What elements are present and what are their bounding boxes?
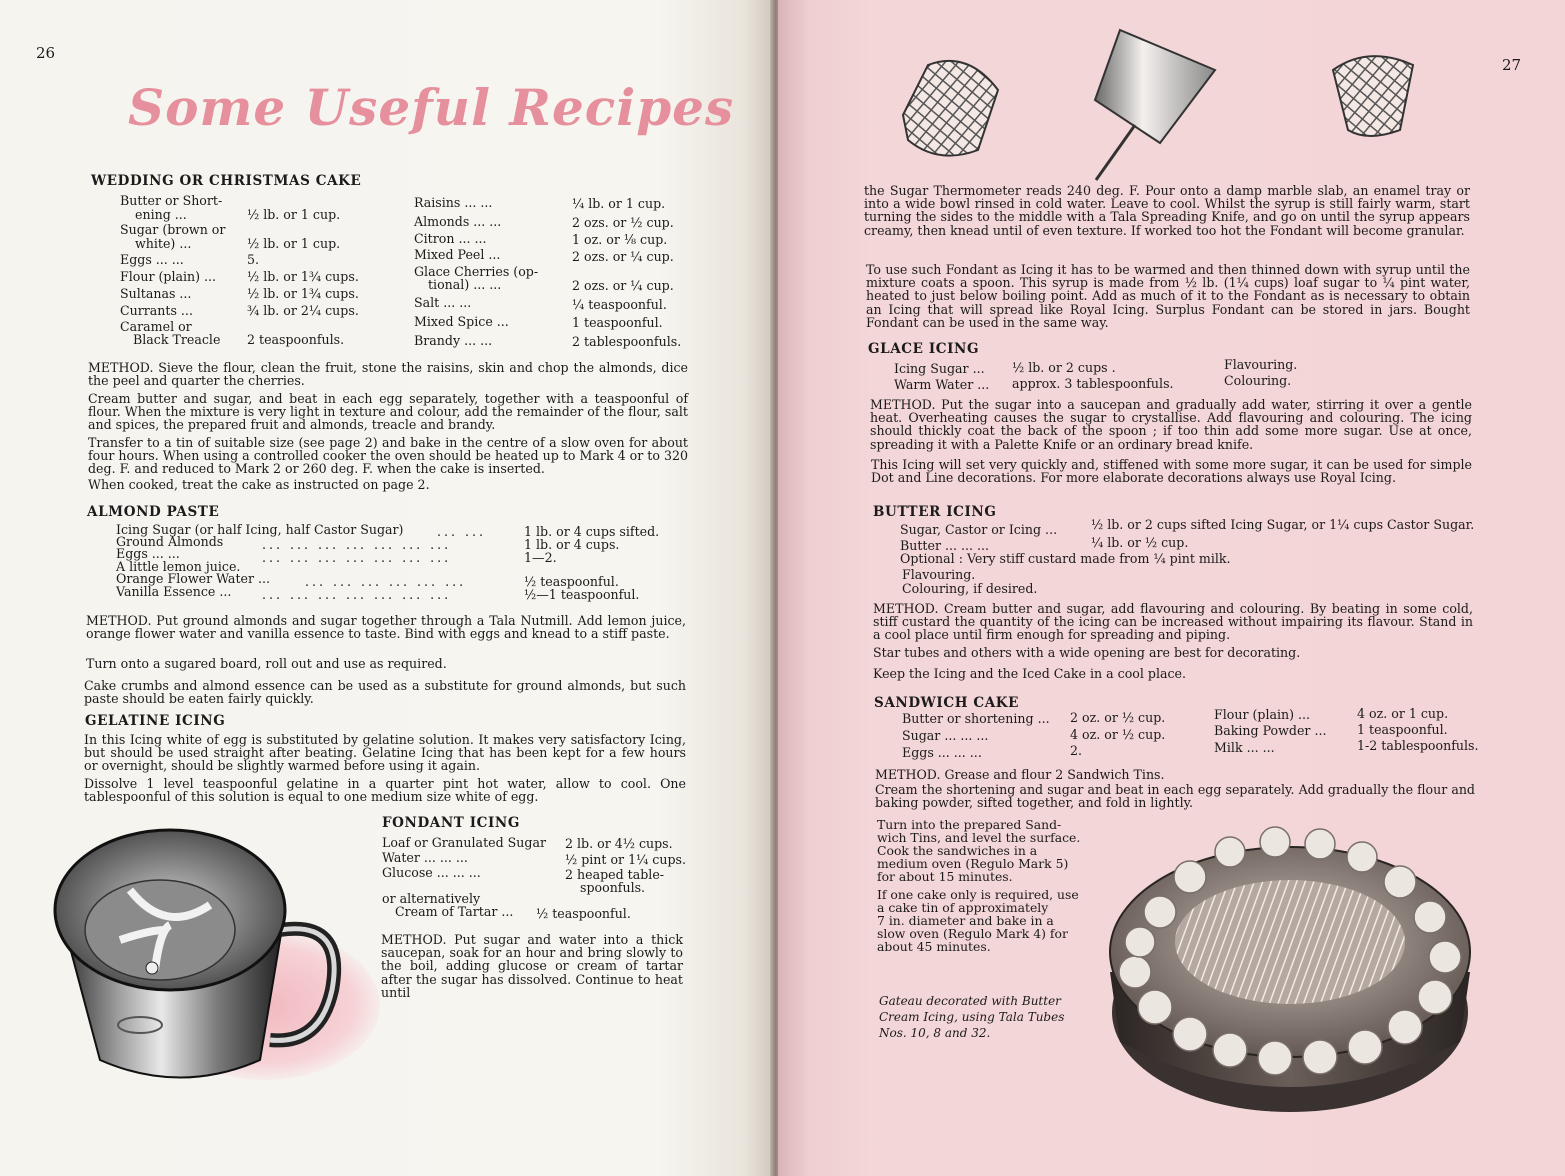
text-line: a cake tin of approximately [877,900,1049,915]
ingredient-name: Flour (plain) ... [120,269,217,284]
ingredient-dots: ... ... ... ... ... ... ... [262,550,452,565]
ingredient-name: Mixed Spice ... [414,314,509,329]
ingredient-qty: ½—1 teaspoonful. [524,587,640,602]
ingredient-qty: 2. [1070,743,1083,758]
glace-method-1: METHOD. Put the sugar into a saucepan and gradually add water, stirring it over a gentle heat. Overheating causes the sugar to crystallise. Add flavouring and colouring. The icing should thickly coat the back of the spoon ; if too thin add some more sugar. Use at once, spreading it with a Palette Knife or an ordinary bread knife. [870,397,1472,452]
ingredient-qty: 1 teaspoonful. [1357,722,1448,737]
ingredient-name: Flour (plain) ... [1214,707,1311,722]
ingredient-qty: ½ lb. or 1 cup. [247,207,341,222]
text-line: about 45 minutes. [877,939,991,954]
ingredient-qty: 2 lb. or 4½ cups. [565,836,673,851]
text-line: wich Tins, and level the surface. [877,830,1081,845]
gelatine-method-2: Dissolve 1 level teaspoonful gelatine in a quarter pint hot water, allow to cool. One tablespoonful of this solution is equal to one medium size white of egg. [84,776,686,805]
butter-icing-heading: BUTTER ICING [873,504,997,520]
ingredient-name: tional) ... ... [428,277,502,292]
ingredient-qty: ½ teaspoonful. [524,574,619,589]
page-title: Some Useful Recipes [128,78,735,137]
ingredient-dots: ... ... ... ... ... ... [305,574,467,589]
text-line: If one cake only is required, use [877,887,1079,902]
ingredient-qty: ¼ lb. or 1 cup. [572,196,666,211]
text-line: for about 15 minutes. [877,869,1013,884]
ingredient-name: Sultanas ... [120,286,192,301]
ingredient-name: Sugar, Castor or Icing ... [900,522,1058,537]
lattice-tube-icon [898,55,1008,170]
sandwich-method-1: METHOD. Grease and flour 2 Sandwich Tins. [875,767,1165,782]
ingredient-qty: ¼ teaspoonful. [572,297,667,312]
ingredient-name: Butter ... ... ... [900,538,989,553]
ingredient-qty: ½ pint or 1¼ cups. [565,852,686,867]
ingredient-qty: ½ teaspoonful. [536,906,631,921]
ingredient-qty: 1 teaspoonful. [572,315,663,330]
ingredient-name: Colouring, if desired. [902,581,1038,596]
page-number: 26 [36,44,56,62]
ingredient-name: Loaf or Granulated Sugar [382,835,546,850]
ingredient-qty: ½ lb. or 1 cup. [247,236,341,251]
ingredient-name: Ground Almonds [116,534,224,549]
left-page [0,0,775,1176]
gateau-icon [1100,812,1480,1122]
ingredient-qty: ¾ lb. or 2¼ cups. [247,303,359,318]
ingredient-qty: 2 oz. or ½ cup. [1070,710,1166,725]
text-line: Cook the sandwiches in a [877,843,1038,858]
butter-method-3: Keep the Icing and the Iced Cake in a cool place. [873,666,1186,681]
ingredient-qty: ½ lb. or 1¾ cups. [247,269,359,284]
text-line: slow oven (Regulo Mark 4) for [877,926,1068,941]
ingredient-dots: ... ... ... ... ... ... ... [262,537,452,552]
ingredient-name: Currants ... [120,303,193,318]
ingredient-name: Flavouring. [902,567,976,582]
ingredient-name: Baking Powder ... [1214,723,1327,738]
glace-icing-heading: GLACE ICING [868,341,980,357]
ingredient-name: Vanilla Essence ... [116,584,232,599]
ingredient-qty: 1-2 tablespoonfuls. [1357,738,1479,753]
ingredient-name: A little lemon juice. [116,559,241,574]
ingredient-name: ening ... [135,207,187,222]
wedding-cake-heading: WEDDING OR CHRISTMAS CAKE [91,173,362,189]
ingredient-qty: 1 lb. or 4 cups sifted. [524,524,660,539]
ingredient-qty: 1—2. [524,550,557,565]
ingredient-dots: ... ... [437,524,487,539]
wedding-method-2: Cream butter and sugar, and beat in each egg separately, together with a teaspoonful of flour. When the mixture is very light in texture and colour, add the remainder of the flour, salt and spices, the prepared fruit and almonds, treacle and brandy. [88,391,688,433]
butter-method-1: METHOD. Cream butter and sugar, add flavouring and colouring. By beating in some cold, stiff custard the quantity of the icing can be increased without impairing its flavour. Stand in a cool place until firm enough for spreading and piping. [873,601,1473,643]
page-number: 27 [1502,56,1522,74]
ingredient-qty: ¼ lb. or ½ cup. [1091,535,1189,550]
text-line: medium oven (Regulo Mark 5) [877,856,1069,871]
ingredient-name: Water ... ... ... [382,850,468,865]
ingredient-name: Eggs ... ... [116,546,180,561]
ingredient-name: Butter or Short- [120,193,223,208]
glace-method-2: This Icing will set very quickly and, stiffened with some more sugar, it can be used for simple Dot and Line decorations. For more elaborate decorations always use Royal Icing. [871,457,1472,486]
flour-sifter-icon [40,820,345,1090]
gelatine-method-1: In this Icing white of egg is substituted by gelatine solution. It makes very satisfactory Icing, but should be used straight after beating. Gelatine Icing that has been kept for a few hours or overnight, should be slightly warmed before using it again. [84,732,686,774]
ingredient-name: Raisins ... ... [414,195,493,210]
ingredient-name: Citron ... ... [414,231,487,246]
ingredient-qty: spoonfuls. [580,880,646,895]
fondant-continued-2: To use such Fondant as Icing it has to be warmed and then thinned down with syrup until the mixture coats a spoon. This syrup is made from ½ lb. (1¼ cups) loaf sugar to ¼ pint water, heated to just below boiling point. Add as much of it to the Fondant as is necessary to obtain an Icing that will spread like Royal Icing. Surplus Fondant can be stored in jars. Bought Fondant can be used in the same way. [866,262,1470,330]
almond-method-1: METHOD. Put ground almonds and sugar together through a Tala Nutmill. Add lemon juice, orange flower water and vanilla essence to taste. Bind with eggs and knead to a stiff paste. [86,613,686,642]
text-line: 7 in. diameter and bake in a [877,913,1054,928]
ingredient-name: Icing Sugar (or half Icing, half Castor Sugar) [116,522,404,537]
almond-method-2: Turn onto a sugared board, roll out and use as required. [86,656,447,671]
ingredient-name: Salt ... ... [414,295,472,310]
piping-bag-icon [1090,25,1220,185]
caption-line: Gateau decorated with Butter [879,994,1061,1008]
ingredient-qty: 2 heaped table- [565,867,665,882]
ingredient-dots: ... ... ... ... ... ... ... [262,587,452,602]
ingredient-qty: 2 ozs. or ¼ cup. [572,249,674,264]
ingredient-name: or alternatively [382,891,481,906]
right-page [778,0,1565,1176]
almond-paste-heading: ALMOND PASTE [87,504,220,520]
sandwich-cake-heading: SANDWICH CAKE [874,695,1019,711]
almond-method-3: Cake crumbs and almond essence can be used as a substitute for ground almonds, but such paste should be eaten fairly quickly. [84,678,686,707]
ingredient-name: Eggs ... ... ... [902,745,982,760]
ingredient-qty: 4 oz. or ½ cup. [1070,727,1166,742]
ingredient-name: Cream of Tartar ... [395,904,514,919]
ingredient-extra: Colouring. [1224,373,1292,388]
ingredient-name: Warm Water ... [894,377,990,392]
ingredient-qty: approx. 3 tablespoonfuls. [1012,376,1174,391]
ingredient-name: Icing Sugar ... [894,361,985,376]
sandwich-method-2: Cream the shortening and sugar and beat in each egg separately. Add gradually the flour and baking powder, sifted together, and fold in lightly. [875,782,1475,811]
ingredient-name: Eggs ... ... [120,252,184,267]
lattice-tube-icon [1328,50,1418,140]
fondant-continued-1: the Sugar Thermometer reads 240 deg. F. Pour onto a damp marble slab, an enamel tray or into a wide bowl rinsed in cold water. Leave to cool. Whilst the syrup is still fairly warm, start turning the sides to the middle with a Tala Spreading Knife, and go on until the syrup appears creamy, then knead until of even texture. If worked too hot the Fondant will become granular. [864,183,1470,238]
ingredient-name: white) ... [135,236,192,251]
ingredient-name: Brandy ... ... [414,333,493,348]
ingredient-qty: ½ lb. or 2 cups sifted Icing Sugar, or 1¼ cups Castor Sugar. [1091,517,1475,532]
caption-line: Nos. 10, 8 and 32. [879,1026,991,1040]
ingredient-qty: 2 ozs. or ¼ cup. [572,278,674,293]
gelatine-icing-heading: GELATINE ICING [85,713,226,729]
text-line: Turn into the prepared Sand- [877,817,1062,832]
wedding-method-1: METHOD. Sieve the flour, clean the fruit, stone the raisins, skin and chop the almonds, dice the peel and quarter the cherries. [88,360,688,389]
ingredient-qty: ½ lb. or 1¾ cups. [247,286,359,301]
ingredient-qty: 2 teaspoonfuls. [247,332,345,347]
ingredient-qty: ½ lb. or 2 cups . [1012,360,1116,375]
ingredient-name: Optional : Very stiff custard made from ¼ pint milk. [900,551,1231,566]
ingredient-name: Caramel or [120,319,192,334]
ingredient-name: Orange Flower Water ... [116,571,270,586]
butter-method-2: Star tubes and others with a wide opening are best for decorating. [873,645,1301,660]
wedding-method-4: When cooked, treat the cake as instructed on page 2. [88,477,430,492]
ingredient-qty: 2 tablespoonfuls. [572,334,682,349]
ingredient-qty: 2 ozs. or ½ cup. [572,215,674,230]
ingredient-name: Milk ... ... [1214,740,1275,755]
ingredient-qty: 1 oz. or ⅛ cup. [572,232,668,247]
caption-line: Cream Icing, using Tala Tubes [879,1010,1065,1024]
ingredient-name: Almonds ... ... [414,214,502,229]
wedding-method-3: Transfer to a tin of suitable size (see page 2) and bake in the centre of a slow oven for about four hours. When using a controlled cooker the oven should be heated up to Mark 4 or to 320 deg. F. and reduced to Mark 2 or 260 deg. F. when the cake is inserted. [88,435,688,477]
ingredient-name: Sugar ... ... ... [902,728,989,743]
ingredient-qty: 5. [247,252,260,267]
ingredient-name: Glace Cherries (op- [414,264,539,279]
ingredient-qty: 4 oz. or 1 cup. [1357,706,1449,721]
ingredient-qty: 1 lb. or 4 cups. [524,537,620,552]
ingredient-name: Glucose ... ... ... [382,865,481,880]
ingredient-name: Mixed Peel ... [414,247,501,262]
ingredient-name: Black Treacle [133,332,221,347]
ingredient-extra: Flavouring. [1224,357,1298,372]
ingredient-name: Butter or shortening ... [902,711,1050,726]
ingredient-name: Sugar (brown or [120,222,226,237]
fondant-method: METHOD. Put sugar and water into a thick saucepan, soak for an hour and bring slowly to the boil, adding glucose or cream of tartar after the sugar has dissolved. Continue to heat until [381,932,683,1000]
fondant-icing-heading: FONDANT ICING [382,815,520,831]
